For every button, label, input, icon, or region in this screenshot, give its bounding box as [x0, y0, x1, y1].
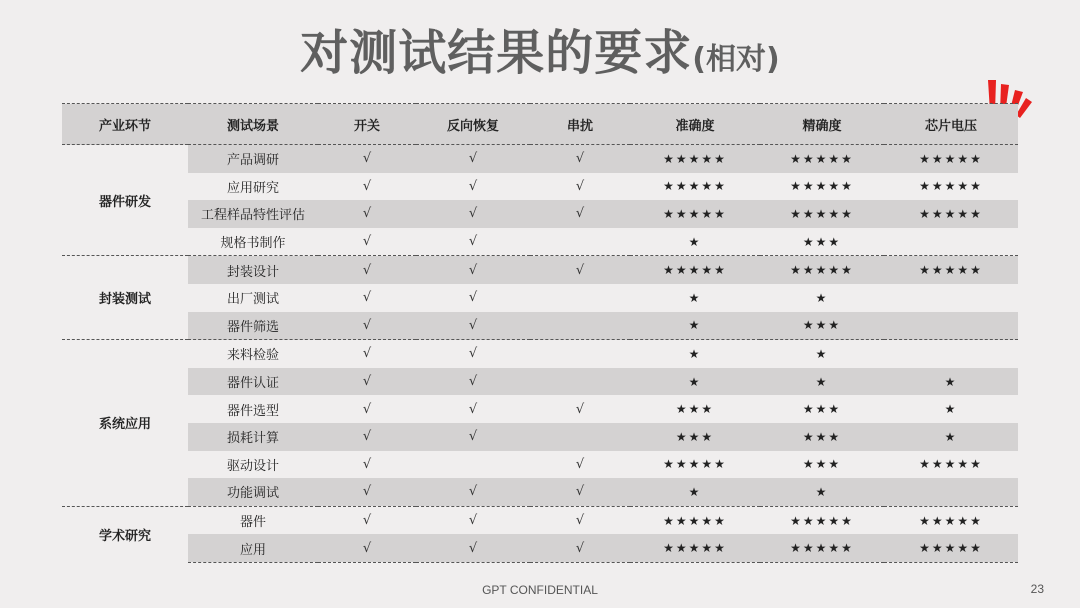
check-cell: √ — [530, 200, 630, 228]
scenario-cell: 应用 — [188, 534, 318, 562]
check-cell: √ — [416, 200, 530, 228]
footer-confidential: GPT CONFIDENTIAL — [482, 583, 598, 597]
check-cell: √ — [416, 340, 530, 368]
check-cell — [530, 228, 630, 256]
group-label: 器件研发 — [62, 145, 188, 256]
check-cell: √ — [575, 178, 585, 194]
check-cell: √ — [468, 234, 478, 250]
rating-cell: ★★★ — [760, 312, 884, 340]
rating-cell: ★★★★★ — [760, 534, 884, 562]
group-label: 系统应用 — [62, 340, 188, 507]
rating-cell: ★ — [884, 368, 1018, 396]
column-header: 开关 — [318, 104, 416, 145]
table-row — [62, 228, 1018, 256]
check-cell: √ — [575, 456, 585, 472]
rating-cell: ★ — [944, 402, 958, 417]
check-cell: √ — [318, 368, 416, 396]
check-cell: √ — [318, 145, 416, 173]
page-number: 23 — [1030, 582, 1044, 596]
requirements-table — [62, 103, 1018, 563]
check-cell: √ — [318, 478, 416, 506]
rating-cell: ★★★ — [675, 402, 715, 417]
scenario-cell: 应用研究 — [226, 180, 279, 196]
rating-cell: ★★★★★ — [630, 200, 760, 228]
rating-cell: ★ — [630, 312, 760, 340]
column-header: 测试场景 — [188, 104, 318, 145]
table-row — [62, 534, 1018, 562]
table-row — [62, 451, 1018, 479]
column-header: 准确度 — [630, 104, 760, 145]
rating-cell — [884, 478, 1018, 506]
table-row — [62, 368, 1018, 396]
check-cell — [530, 423, 630, 451]
rating-cell: ★ — [760, 340, 884, 368]
rating-cell: ★ — [884, 423, 1018, 451]
check-cell: √ — [416, 478, 530, 506]
table-row — [62, 200, 1018, 228]
rating-cell: ★ — [630, 478, 760, 506]
rating-cell: ★ — [815, 290, 829, 305]
rating-cell: ★★★★★ — [884, 506, 1018, 534]
table-body — [62, 145, 1018, 563]
rating-cell: ★★★★★ — [919, 457, 983, 472]
check-cell — [530, 368, 630, 396]
rating-cell: ★★★ — [630, 423, 760, 451]
rating-cell: ★★★ — [802, 234, 842, 249]
check-cell: √ — [416, 312, 530, 340]
rating-cell: ★★★★★ — [630, 256, 760, 284]
table-row — [62, 506, 1018, 534]
scenario-cell: 来料检验 — [188, 340, 318, 368]
check-cell — [530, 340, 630, 368]
check-cell: √ — [362, 290, 372, 306]
rating-cell: ★★★★★ — [760, 256, 884, 284]
rating-cell: ★ — [688, 290, 702, 305]
check-cell: √ — [530, 506, 630, 534]
table-row — [62, 478, 1018, 506]
check-cell: √ — [318, 534, 416, 562]
scenario-cell: 出厂测试 — [226, 292, 279, 308]
rating-cell: ★ — [630, 368, 760, 396]
check-cell: √ — [318, 312, 416, 340]
rating-cell: ★★★ — [760, 423, 884, 451]
rating-cell: ★★★★★ — [790, 179, 854, 194]
check-cell — [416, 451, 530, 479]
table-row — [62, 284, 1018, 312]
scenario-cell: 产品调研 — [188, 145, 318, 173]
check-cell: √ — [530, 478, 630, 506]
table-row — [62, 423, 1018, 451]
table-row — [62, 256, 1018, 284]
check-cell: √ — [530, 534, 630, 562]
table-row — [62, 173, 1018, 201]
rating-cell: ★ — [630, 340, 760, 368]
check-cell: √ — [416, 368, 530, 396]
rating-cell: ★★★★★ — [630, 145, 760, 173]
rating-cell — [884, 284, 1018, 312]
table-row — [62, 340, 1018, 368]
check-cell: √ — [318, 423, 416, 451]
check-cell: √ — [362, 234, 372, 250]
rating-cell: ★★★ — [802, 457, 842, 472]
column-header: 精确度 — [760, 104, 884, 145]
rating-cell: ★★★★★ — [760, 145, 884, 173]
check-cell: √ — [530, 256, 630, 284]
rating-cell — [884, 340, 1018, 368]
check-cell: √ — [318, 506, 416, 534]
rating-cell — [884, 312, 1018, 340]
rating-cell: ★ — [688, 234, 702, 249]
scenario-cell: 器件选型 — [226, 403, 279, 419]
title-sub: (相对) — [692, 42, 780, 77]
rating-cell — [884, 228, 1018, 256]
check-cell: √ — [416, 145, 530, 173]
scenario-cell: 功能调试 — [188, 478, 318, 506]
check-cell: √ — [362, 456, 372, 472]
scenario-cell: 器件认证 — [188, 368, 318, 396]
check-cell: √ — [468, 401, 478, 417]
rating-cell: ★★★ — [802, 402, 842, 417]
rating-cell: ★★★★★ — [884, 256, 1018, 284]
rating-cell: ★ — [760, 478, 884, 506]
column-header: 芯片电压 — [884, 104, 1018, 145]
scenario-cell: 封装设计 — [188, 256, 318, 284]
title-main: 对测试结果的要求 — [300, 25, 693, 81]
rating-cell: ★★★★★ — [760, 200, 884, 228]
check-cell: √ — [416, 423, 530, 451]
table-row — [62, 312, 1018, 340]
check-cell: √ — [416, 534, 530, 562]
slide-title — [0, 14, 1080, 83]
check-cell: √ — [468, 290, 478, 306]
rating-cell: ★★★★★ — [630, 534, 760, 562]
column-header: 串扰 — [530, 104, 630, 145]
check-cell: √ — [318, 256, 416, 284]
scenario-cell: 器件筛选 — [188, 312, 318, 340]
check-cell: √ — [468, 178, 478, 194]
rating-cell: ★ — [760, 368, 884, 396]
requirements-table-wrap — [62, 103, 1018, 563]
table-header-row — [62, 104, 1018, 145]
rating-cell: ★★★★★ — [919, 179, 983, 194]
group-label: 封装测试 — [62, 256, 188, 340]
rating-cell: ★★★★★ — [663, 179, 727, 194]
check-cell: √ — [318, 200, 416, 228]
check-cell: √ — [416, 506, 530, 534]
rating-cell: ★★★★★ — [884, 534, 1018, 562]
rating-cell: ★★★★★ — [663, 457, 727, 472]
scenario-cell: 规格书制作 — [220, 236, 286, 252]
scenario-cell: 驱动设计 — [226, 458, 279, 474]
table-row — [62, 145, 1018, 173]
table-row — [62, 395, 1018, 423]
rating-cell: ★★★★★ — [884, 200, 1018, 228]
check-cell: √ — [530, 145, 630, 173]
check-cell: √ — [416, 256, 530, 284]
scenario-cell: 损耗计算 — [188, 423, 318, 451]
check-cell: √ — [318, 340, 416, 368]
scenario-cell: 工程样品特性评估 — [188, 200, 318, 228]
check-cell: √ — [362, 178, 372, 194]
column-header: 产业环节 — [62, 104, 188, 145]
check-cell: √ — [362, 401, 372, 417]
check-cell — [530, 312, 630, 340]
check-cell: √ — [575, 401, 585, 417]
group-label: 学术研究 — [62, 506, 188, 562]
rating-cell: ★★★★★ — [630, 506, 760, 534]
column-header: 反向恢复 — [416, 104, 530, 145]
scenario-cell: 器件 — [188, 506, 318, 534]
check-cell — [530, 284, 630, 312]
rating-cell: ★★★★★ — [760, 506, 884, 534]
rating-cell: ★★★★★ — [884, 145, 1018, 173]
